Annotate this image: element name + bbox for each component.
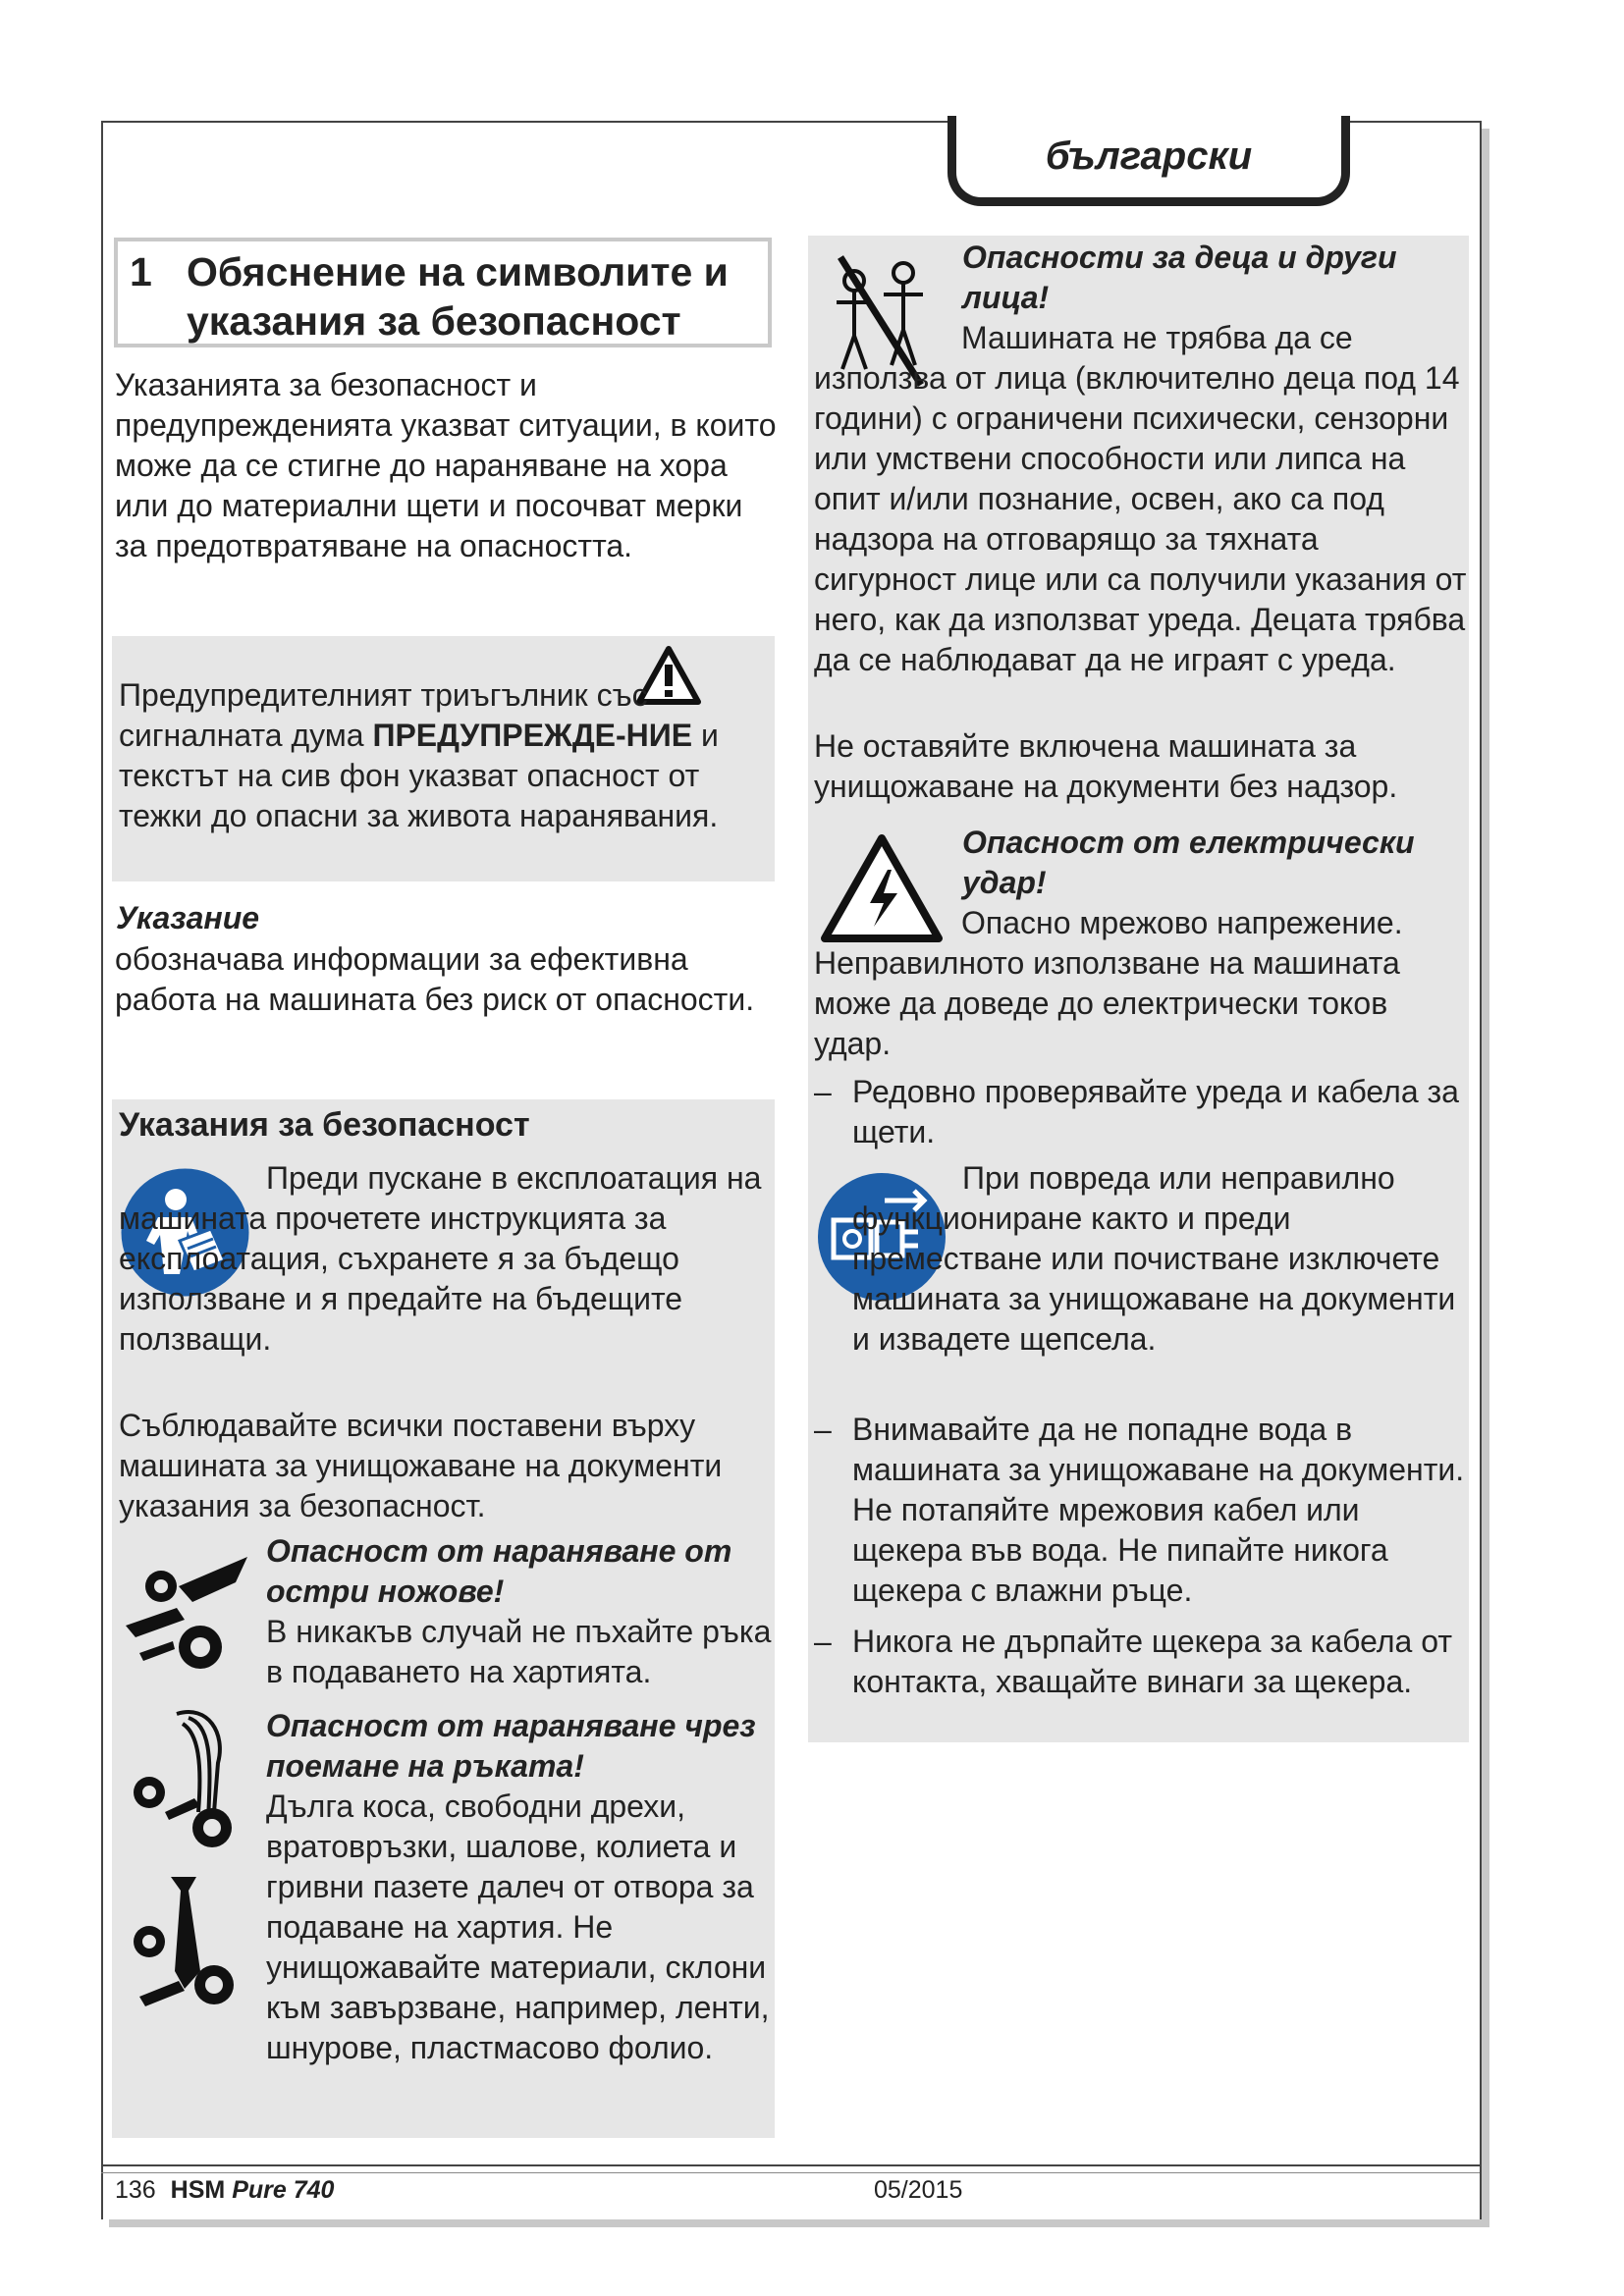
warning-text-a: Предупредителният триъгълник със сигналната дума: [119, 677, 648, 753]
section-title: Обяснение на символите и указания за безопасност: [187, 249, 729, 344]
electric-bullet-2: Внимавайте да не попадне вода в машината за унищожаване на документи. Не потапяйте мрежовия кабел или щекера във вода. Не пипайте никога щекера с влажни ръце.: [852, 1412, 1465, 1608]
footer-rule-thin: [101, 2172, 1480, 2173]
electric-title: Опасност от електрически удар!: [962, 825, 1415, 900]
electric-text: Опасно мрежово напрежение. Неправилното използване на машината може да доведе до електрически токов удар.: [814, 905, 1403, 1061]
safety-title: Указания за безопасност: [119, 1106, 530, 1144]
knives-title: Опасност от нараняване от остри ножове!: [266, 1533, 732, 1609]
knives-text: В никакъв случай не пъхайте ръка в подаването на хартията.: [266, 1614, 772, 1689]
footer-rule: [101, 2164, 1480, 2166]
warning-text-b: и текстът на сив фон указват опасност от тежки до опасни за живота наранявания.: [119, 718, 719, 833]
observe-text: Съблюдавайте всички поставени върху машината за унищожаване на документи указания за безопасност.: [119, 1408, 723, 1523]
intro-text: Указанията за безопасност и предупрежденията указват ситуации, в които може да се стигне до нараняване на хора или до материални щети и посочват мерки за предотвратяване на опасността.: [115, 367, 777, 563]
note-text: обозначава информации за ефективна работа на машината без риск от опасности.: [115, 941, 755, 1017]
pull-text-block: [119, 1787, 777, 2068]
electric-bullet-3: Никога не дърпайте щекера за кабела от контакта, хващайте винаги за щекера.: [852, 1624, 1452, 1699]
sharp-knives-icon: [120, 1547, 257, 1684]
model-name: Pure 740: [232, 2176, 335, 2204]
unplug-text: При повреда или неправилно функциониране както и преди преместване или почистване изключете машината за унищожаване на документи и извадете щепсела.: [852, 1160, 1456, 1357]
section-number: 1: [130, 249, 152, 294]
footer-date: 05/2015: [874, 2176, 963, 2204]
page-number: 136: [115, 2176, 156, 2204]
warning-text: [119, 675, 747, 836]
pull-title: Опасност от нараняване чрез поемане на ръката!: [266, 1708, 756, 1784]
note-title: Указание: [116, 900, 260, 935]
children-title: Опасности за деца и други лица!: [962, 240, 1397, 315]
section-heading: [114, 238, 772, 347]
bullet-dash-2: –: [814, 1412, 832, 1447]
footer-left: [115, 2176, 334, 2205]
pull-text: Дълга коса, свободни дрехи, вратовръзки, шалове, колиета и гривни пазете далеч от отвора за подаване на хартия. Не унищожавайте материали, склони към завързване, например, ленти, шнурове, пластмасово фолио.: [266, 1789, 770, 2065]
electric-bullet-1: Редовно проверявайте уреда и кабела за щети.: [852, 1074, 1459, 1149]
brand-logo: HSM: [170, 2176, 226, 2204]
unattended-text: Не оставяйте включена машината за унищожаване на документи без надзор.: [814, 728, 1398, 804]
bullet-dash-1: –: [814, 1074, 832, 1109]
children-text: Машината не трябва да се използва от лица (включително деца под 14 години) с ограничени психически, сензорни или умствени способности или липса на опит и/или познание, освен, ако са под надзора на отговарящо за тяхната сигурност лице или са получили указания от него, как да използват уреда. Децата трябва да се наблюдават да не играят с уреда.: [814, 320, 1467, 677]
warning-keyword: ПРЕДУПРЕЖДЕ-НИЕ: [372, 718, 693, 753]
bullet-dash-3: –: [814, 1624, 832, 1659]
language-tab: български: [947, 116, 1350, 206]
read-manual-text: Преди пускане в експлоатация на машината прочетете инструкцията за експлоатация, съхранете я за бъдещо използване и я предайте на бъдещите ползващи.: [119, 1160, 762, 1357]
